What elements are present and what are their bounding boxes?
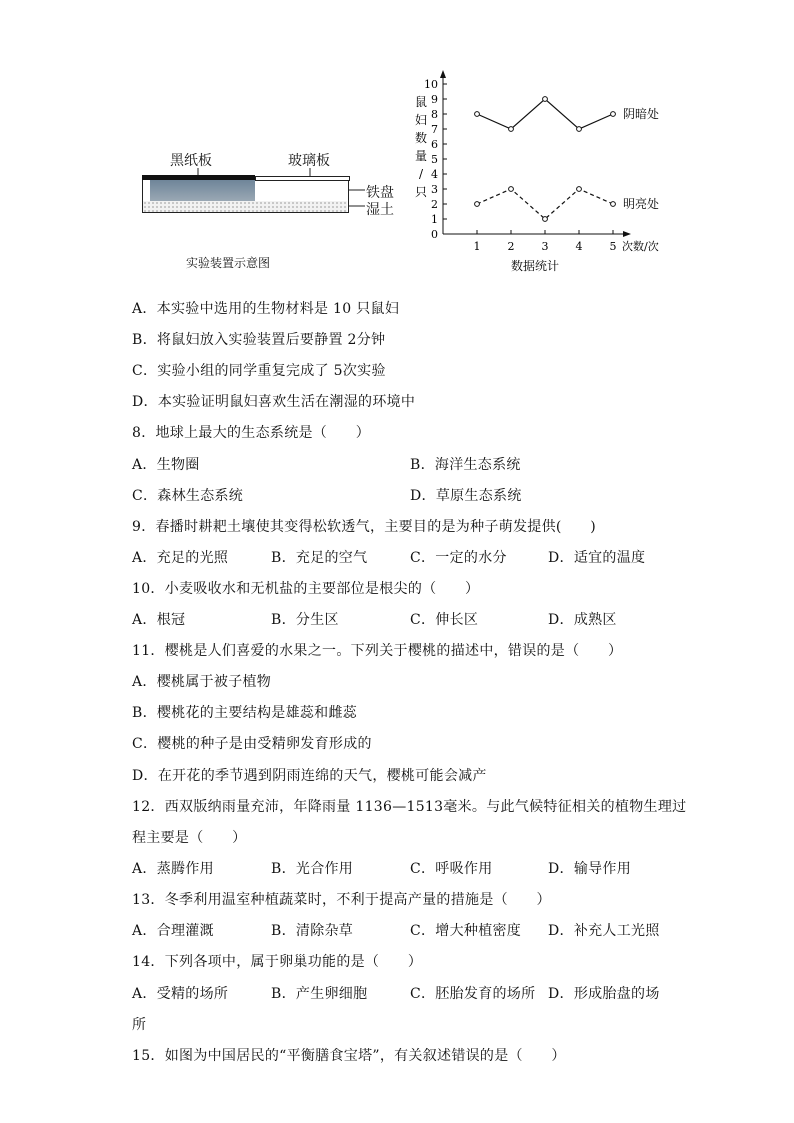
q12-stem-line2: 程主要是（ ） bbox=[132, 830, 247, 846]
q14-option-c: C．胚胎发育的场所 bbox=[410, 986, 536, 1002]
data-point bbox=[509, 187, 514, 192]
q12-option-c: C．呼吸作用 bbox=[410, 861, 493, 877]
chart-series bbox=[475, 97, 659, 222]
data-point bbox=[577, 127, 582, 132]
y-tick-label: 10 bbox=[424, 78, 438, 91]
q7-option-a: A．本实验中选用的生物材料是 10 只鼠妇 bbox=[132, 301, 400, 317]
iron-tray-label: 铁盘 bbox=[366, 185, 394, 201]
data-point bbox=[475, 202, 480, 207]
q12-stem-line1: 12．西双版纳雨量充沛，年降雨量 1136—1513毫米。与此气候特征相关的植物生理过 bbox=[132, 799, 687, 815]
q10-option-c: C．伸长区 bbox=[410, 612, 479, 628]
y-tick-label: 1 bbox=[431, 213, 438, 226]
y-axis-arrow bbox=[440, 70, 446, 78]
x-tick-label: 1 bbox=[473, 240, 481, 253]
black-board-label: 黑纸板 bbox=[170, 153, 212, 169]
series-label: 阴暗处 bbox=[623, 107, 660, 121]
y-axis-label-char: / bbox=[418, 167, 424, 181]
q13-option-c: C．增大种植密度 bbox=[410, 923, 522, 939]
data-point bbox=[611, 202, 616, 207]
y-tick-label: 9 bbox=[431, 93, 438, 106]
y-ticks bbox=[424, 78, 447, 241]
series-line bbox=[477, 99, 613, 129]
q7-option-d: D．本实验证明鼠妇喜欢生活在潮湿的环境中 bbox=[132, 394, 416, 410]
apparatus-diagram bbox=[130, 148, 410, 268]
q8-option-b: B．海洋生态系统 bbox=[410, 457, 521, 473]
q14-option-d-continued: 所 bbox=[132, 1017, 147, 1033]
data-point bbox=[611, 112, 616, 117]
y-tick-label: 0 bbox=[431, 228, 438, 241]
y-tick-label: 2 bbox=[431, 198, 438, 211]
q11-option-a: A．樱桃属于被子植物 bbox=[132, 674, 272, 690]
y-axis-label-char: 只 bbox=[414, 185, 428, 199]
q9-option-c: C．一定的水分 bbox=[410, 550, 507, 566]
chart-caption: 数据统计 bbox=[510, 259, 560, 273]
q11-stem: 11．樱桃是人们喜爱的水果之一。下列关于樱桃的描述中，错误的是（ ） bbox=[132, 643, 623, 659]
q14-option-a: A．受精的场所 bbox=[132, 986, 229, 1002]
y-tick-label: 6 bbox=[431, 138, 438, 151]
q14-stem: 14．下列各项中，属于卵巢功能的是（ ） bbox=[132, 954, 423, 970]
y-tick-label: 8 bbox=[431, 108, 438, 121]
q12-option-d: D．输导作用 bbox=[548, 861, 632, 877]
y-axis-label-char: 量 bbox=[414, 149, 428, 163]
q8-option-a: A．生物圈 bbox=[132, 457, 200, 473]
q10-stem: 10．小麦吸收水和无机盐的主要部位是根尖的（ ） bbox=[132, 581, 480, 597]
q12-option-b: B．光合作用 bbox=[271, 861, 354, 877]
x-tick-label: 2 bbox=[507, 240, 515, 253]
y-tick-label: 3 bbox=[431, 183, 438, 196]
q13-option-d: D．补充人工光照 bbox=[548, 923, 660, 939]
q12-option-a: A．蒸腾作用 bbox=[132, 861, 214, 877]
q8-option-c: C．森林生态系统 bbox=[132, 488, 244, 504]
y-axis-label-char: 鼠 bbox=[414, 95, 428, 109]
x-tick-label: 3 bbox=[541, 240, 549, 253]
x-tick-label: 5 bbox=[609, 240, 617, 253]
x-axis-arrow bbox=[623, 231, 631, 237]
y-axis-label-char: 妇 bbox=[414, 113, 428, 127]
q10-option-b: B．分生区 bbox=[271, 612, 339, 628]
q13-stem: 13．冬季利用温室种植蔬菜时，不利于提高产量的措施是（ ） bbox=[132, 892, 551, 908]
y-axis-label-char: 数 bbox=[414, 131, 428, 145]
black-board bbox=[142, 175, 255, 180]
data-point bbox=[577, 187, 582, 192]
dark-zone bbox=[150, 180, 255, 201]
data-point bbox=[475, 112, 480, 117]
q8-stem: 8．地球上最大的生态系统是（ ） bbox=[132, 425, 371, 441]
y-tick-label: 7 bbox=[431, 123, 438, 136]
q10-option-a: A．根冠 bbox=[132, 612, 186, 628]
data-point bbox=[543, 217, 548, 222]
q13-option-b: B．清除杂草 bbox=[271, 923, 354, 939]
q9-option-a: A．充足的光照 bbox=[132, 550, 229, 566]
wet-soil-label: 湿土 bbox=[366, 202, 394, 218]
glass-board bbox=[255, 176, 350, 181]
x-tick-label: 4 bbox=[575, 240, 583, 253]
q14-option-b: B．产生卵细胞 bbox=[271, 986, 368, 1002]
line-chart bbox=[405, 70, 690, 280]
data-point bbox=[509, 127, 514, 132]
data-point bbox=[543, 97, 548, 102]
series-label: 明亮处 bbox=[623, 197, 660, 211]
q11-option-c: C．樱桃的种子是由受精卵发育形成的 bbox=[132, 736, 372, 752]
q8-option-d: D．草原生态系统 bbox=[410, 488, 522, 504]
series-line bbox=[477, 189, 613, 219]
y-tick-label: 4 bbox=[431, 168, 438, 181]
y-axis-label bbox=[415, 95, 427, 199]
q7-option-c: C．实验小组的同学重复完成了 5次实验 bbox=[132, 363, 386, 379]
q9-option-d: D．适宜的温度 bbox=[548, 550, 646, 566]
apparatus-caption: 实验装置示意图 bbox=[186, 256, 271, 270]
glass-board-label: 玻璃板 bbox=[288, 153, 330, 169]
q11-option-d: D．在开花的季节遇到阴雨连绵的天气，樱桃可能会减产 bbox=[132, 768, 487, 784]
q9-stem: 9．春播时耕耙土壤使其变得松软透气，主要目的是为种子萌发提供( ) bbox=[132, 519, 597, 535]
q15-stem: 15．如图为中国居民的“平衡膳食宝塔”，有关叙述错误的是（ ） bbox=[132, 1048, 566, 1064]
q7-option-b: B．将鼠妇放入实验装置后要静置 2分钟 bbox=[132, 332, 386, 348]
x-ticks bbox=[474, 230, 617, 253]
y-tick-label: 5 bbox=[431, 153, 438, 166]
wet-soil-layer bbox=[143, 201, 347, 212]
q10-option-d: D．成熟区 bbox=[548, 612, 617, 628]
q9-option-b: B．充足的空气 bbox=[271, 550, 368, 566]
q13-option-a: A．合理灌溉 bbox=[132, 923, 214, 939]
q11-option-b: B．樱桃花的主要结构是雄蕊和雌蕊 bbox=[132, 705, 358, 721]
q14-option-d: D．形成胎盘的场 bbox=[548, 986, 660, 1002]
x-axis-label: 次数/次 bbox=[622, 240, 659, 253]
